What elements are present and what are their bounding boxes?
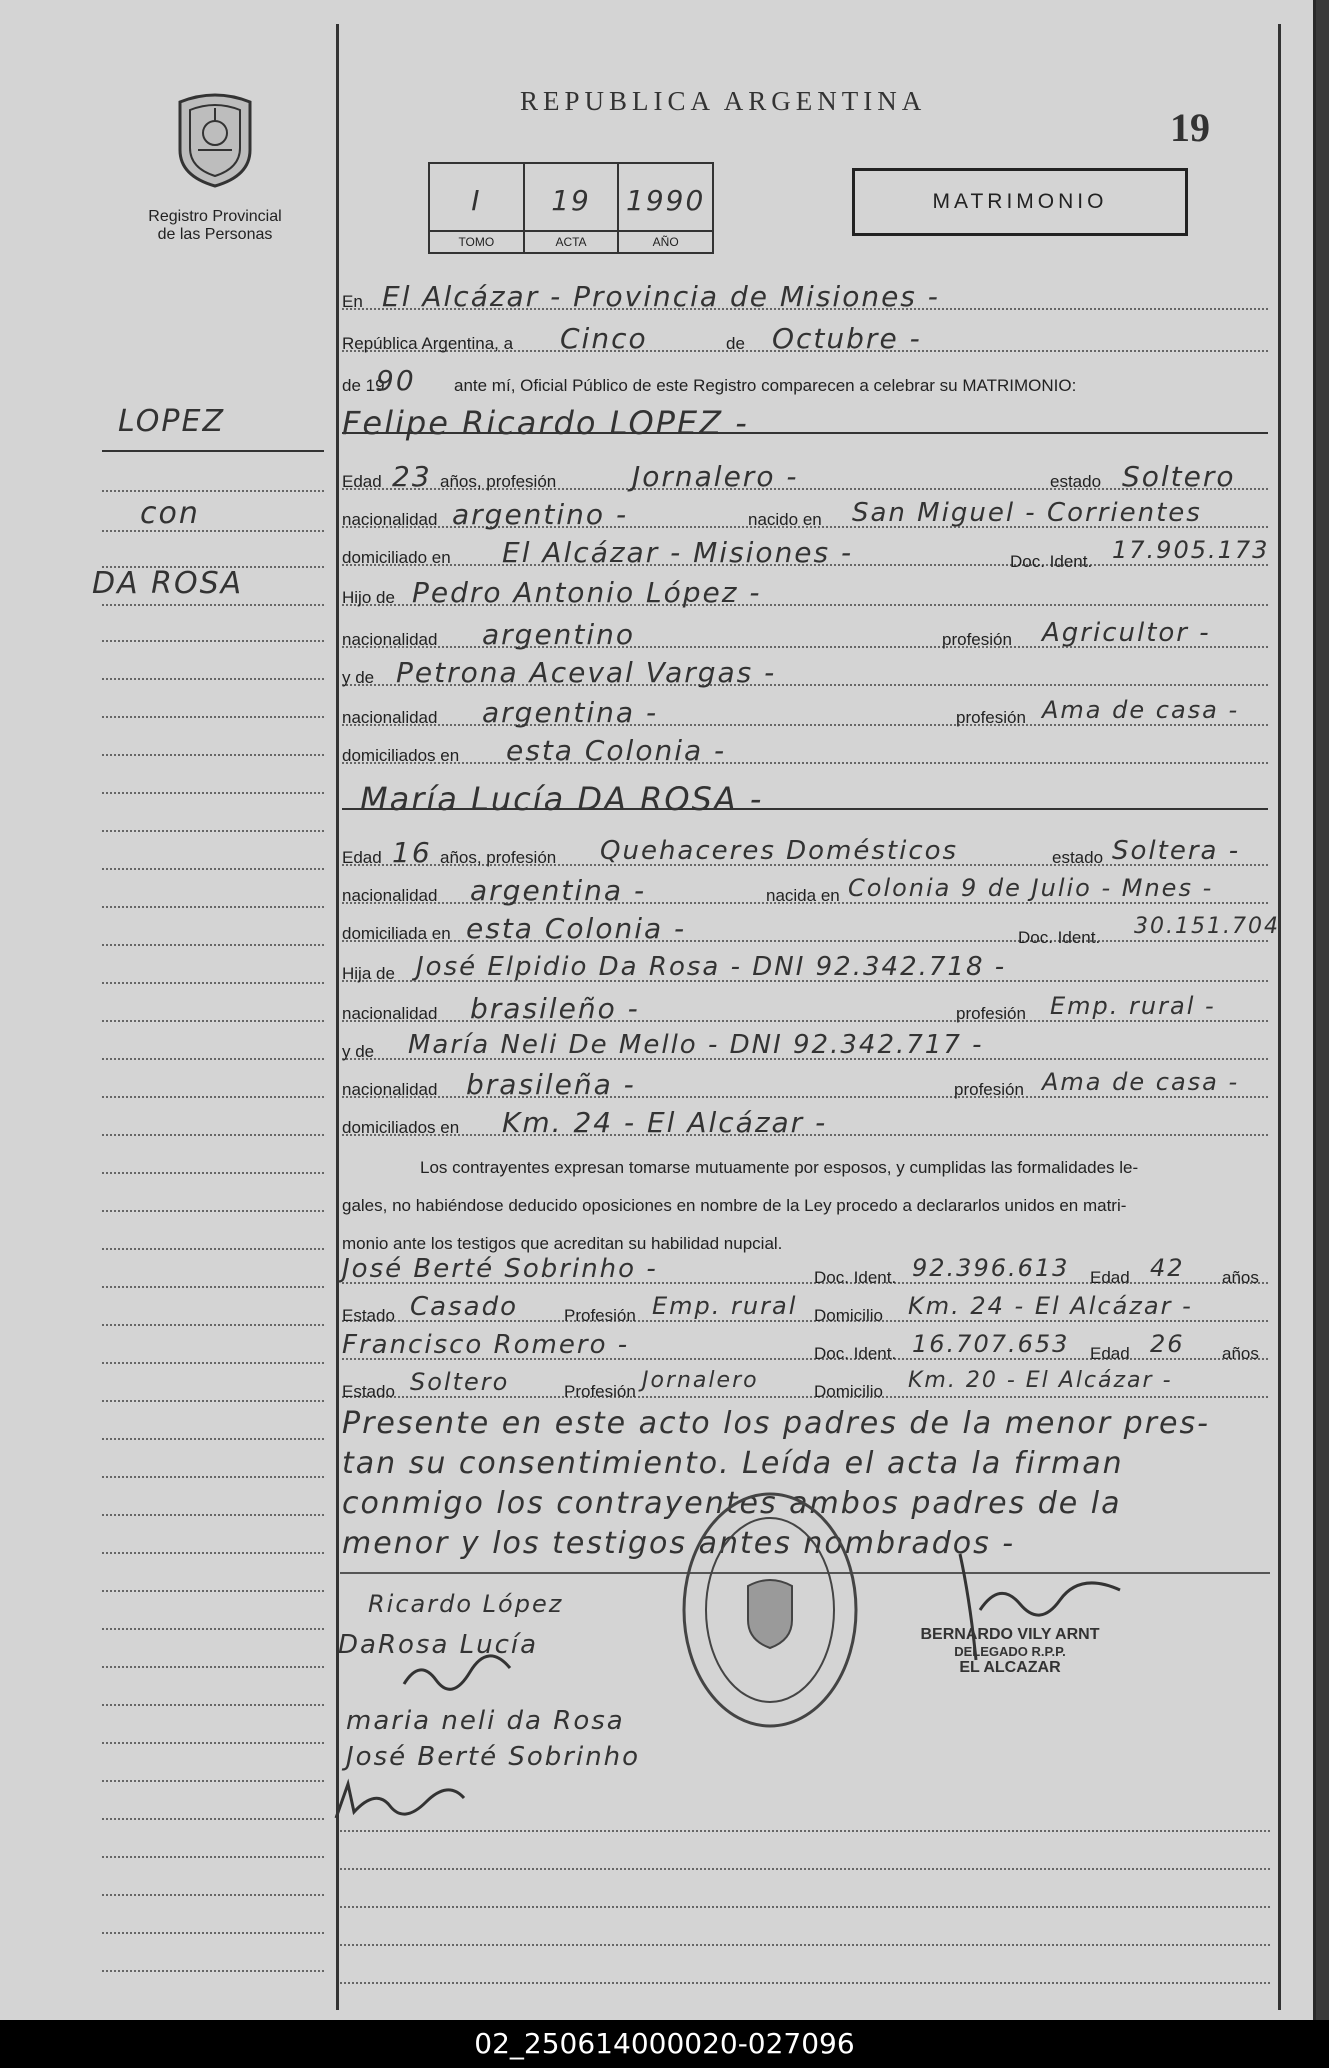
bride-name-row xyxy=(342,780,1268,816)
bride-domicile-row xyxy=(342,912,1280,948)
signature-bride: DaRosa Lucía xyxy=(338,1630,539,1660)
de-label: de xyxy=(726,334,745,353)
y-de-label: y de xyxy=(342,1042,375,1061)
witness-2-profession: Jornalero xyxy=(642,1368,759,1393)
sidebar-groom-surname: LOPEZ xyxy=(118,404,226,439)
sidebar-ruled-line xyxy=(102,944,324,946)
doc-label: Doc. Ident. xyxy=(1010,552,1093,571)
sidebar-ruled-line xyxy=(102,1818,324,1820)
bride-domicile: esta Colonia - xyxy=(466,912,687,945)
sidebar-ruled-line xyxy=(102,1286,324,1288)
bride-age-row xyxy=(342,836,1268,872)
witness-estado-label: Estado xyxy=(342,1382,395,1401)
sidebar-ruled-line xyxy=(102,1172,324,1174)
witness-edad-label: Edad xyxy=(1090,1344,1130,1363)
sidebar-ruled-line xyxy=(102,1248,324,1250)
signature-witness-1: José Berté Sobrinho xyxy=(346,1742,641,1772)
registry-name: Registro Provincial de las Personas xyxy=(148,208,282,243)
nacido-label: nacido en xyxy=(748,510,822,529)
republic-label: República Argentina, a xyxy=(342,334,514,353)
ruled-line xyxy=(340,1982,1270,1984)
official-place: EL ALCAZAR xyxy=(959,1659,1061,1676)
groom-mother-nationality-row xyxy=(342,696,1268,732)
groom-parents-domicile: esta Colonia - xyxy=(506,734,727,767)
sidebar-ruled-line xyxy=(102,678,324,680)
anio-label: AÑO xyxy=(619,230,712,252)
groom-father-name: Pedro Antonio López - xyxy=(412,576,762,609)
sidebar-ruled-line xyxy=(102,1134,324,1136)
edad-label: Edad xyxy=(342,472,382,491)
ruled-line xyxy=(340,1906,1270,1908)
act-place: El Alcázar - Provincia de Misiones - xyxy=(382,280,940,313)
witness-1-row xyxy=(342,1254,1268,1290)
anio-value: 1990 xyxy=(626,184,706,217)
domiciliados-label: domiciliados en xyxy=(342,1118,460,1137)
sidebar-ruled-line xyxy=(102,1894,324,1896)
witness-1-age: 42 xyxy=(1150,1254,1185,1282)
bride-father-nationality-row xyxy=(342,992,1268,1028)
nacionalidad-label: nacionalidad xyxy=(342,1080,438,1099)
notes-line-4: menor y los testigos antes nombrados - xyxy=(342,1526,1016,1561)
groom-full-name: Felipe Ricardo LOPEZ - xyxy=(342,404,749,442)
witness-profesion-label: Profesión xyxy=(564,1382,636,1401)
sidebar-ruled-line xyxy=(102,1476,324,1478)
domiciliados-label: domiciliados en xyxy=(342,746,460,765)
bride-full-name: María Lucía DA ROSA - xyxy=(360,780,764,818)
official-role: DELEGADO R.P.P. xyxy=(954,1644,1066,1659)
tomo-acta-anio-box xyxy=(428,162,714,254)
sidebar-ruled-line xyxy=(102,1400,324,1402)
sidebar-ruled-line xyxy=(102,1514,324,1516)
country-title: REPUBLICA ARGENTINA xyxy=(520,86,927,116)
hijo-label: Hijo de xyxy=(342,588,395,607)
sidebar-line xyxy=(102,450,324,452)
act-month: Octubre - xyxy=(772,322,922,355)
sidebar-ruled-line xyxy=(102,1438,324,1440)
groom-parents-domicile-row xyxy=(342,734,1268,770)
groom-birthplace: San Miguel - Corrientes xyxy=(852,498,1202,528)
tomo-value: I xyxy=(471,184,482,217)
acta-cell xyxy=(525,164,620,252)
groom-mother-nationality: argentina - xyxy=(482,696,659,729)
groom-nationality-row xyxy=(342,498,1268,534)
groom-mother-row xyxy=(342,656,1268,692)
sidebar-ruled-line xyxy=(102,1704,324,1706)
official-stamp-text xyxy=(890,1626,1130,1677)
sidebar-ruled-line xyxy=(102,830,324,832)
sidebar-ruled-line xyxy=(102,1210,324,1212)
act-year-row xyxy=(342,364,1268,400)
anios-label: años xyxy=(1222,1344,1259,1363)
sidebar-ruled-line xyxy=(102,906,324,908)
sidebar-ruled-line xyxy=(102,1552,324,1554)
profesion-label: profesión xyxy=(954,1080,1024,1099)
doc-label: Doc. Ident. xyxy=(1018,928,1101,947)
ruled-line xyxy=(340,1868,1270,1870)
acta-label: ACTA xyxy=(525,230,618,252)
profesion-label: profesión xyxy=(956,708,1026,727)
page-number: 19 xyxy=(1170,105,1210,150)
groom-marital-status: Soltero xyxy=(1122,460,1236,493)
acta-value: 19 xyxy=(551,184,591,217)
official-name: BERNARDO VILY ARNT xyxy=(920,1626,1100,1643)
witness-2-status: Soltero xyxy=(410,1368,510,1396)
witness-1-status: Casado xyxy=(410,1292,518,1322)
groom-father-profession: Agricultor - xyxy=(1042,618,1211,648)
hija-label: Hija de xyxy=(342,964,395,983)
signature-bride-mother: maria neli da Rosa xyxy=(346,1706,625,1736)
declaration-line-2: gales, no habiéndose deducido oposiciones en nombre de la Ley procedo a declararlos unidos en matri- xyxy=(342,1196,1127,1215)
intro-text: ante mí, Oficial Público de este Registro comparecen a celebrar su MATRIMONIO: xyxy=(454,376,1077,395)
groom-age-row xyxy=(342,460,1268,496)
doc-label: Doc. Ident. xyxy=(814,1344,897,1363)
coat-of-arms-icon xyxy=(172,88,258,188)
ruled-line xyxy=(340,1830,1270,1832)
profesion-label: profesión xyxy=(956,1004,1026,1023)
bride-marital-status: Soltera - xyxy=(1112,836,1241,866)
bride-mother-nationality: brasileña - xyxy=(466,1068,636,1101)
declaration-line-1: Los contrayentes expresan tomarse mutuamente por esposos, y cumplidas las formalidades le- xyxy=(420,1158,1139,1177)
sidebar-ruled-line xyxy=(102,1970,324,1972)
witness-1-name: José Berté Sobrinho - xyxy=(342,1254,658,1284)
bride-father-name: José Elpidio Da Rosa - DNI 92.342.718 - xyxy=(416,952,1007,982)
sidebar-line xyxy=(102,490,324,492)
witness-2-details-row xyxy=(342,1368,1268,1404)
estado-label: estado xyxy=(1050,472,1102,491)
nacida-label: nacida en xyxy=(766,886,840,905)
profesion-label: profesión xyxy=(942,630,1012,649)
witness-1-profession: Emp. rural xyxy=(652,1292,798,1320)
act-place-row xyxy=(342,280,1268,316)
notes-line-1: Presente en este acto los padres de la menor pres- xyxy=(342,1406,1210,1441)
groom-doc-number: 17.905.173 xyxy=(1112,536,1270,564)
witness-profesion-label: Profesión xyxy=(564,1306,636,1325)
sidebar-ruled-line xyxy=(102,1058,324,1060)
nacionalidad-label: nacionalidad xyxy=(342,630,438,649)
witness-domicilio-label: Domicilio xyxy=(814,1382,883,1401)
registry-seal-icon xyxy=(680,1490,860,1730)
groom-domicile: El Alcázar - Misiones - xyxy=(502,536,854,569)
bride-mother-row xyxy=(342,1030,1268,1066)
witness-2-domicile: Km. 20 - El Alcázar - xyxy=(908,1368,1173,1393)
groom-mother-profession: Ama de casa - xyxy=(1042,696,1240,724)
sidebar-ruled-line xyxy=(102,982,324,984)
en-label: En xyxy=(342,292,363,311)
domiciliado-label: domiciliado en xyxy=(342,548,451,567)
nacionalidad-label: nacionalidad xyxy=(342,886,438,905)
signature-scribble-icon xyxy=(400,1654,520,1694)
nacionalidad-label: nacionalidad xyxy=(342,510,438,529)
notes-line-3: conmigo los contrayentes ambos padres de la xyxy=(342,1486,1122,1521)
groom-father-nationality-row xyxy=(342,618,1268,654)
sidebar-ruled-line xyxy=(102,1020,324,1022)
declaration-line-3: monio ante los testigos que acreditan su habilidad nupcial. xyxy=(342,1234,783,1253)
bride-parents-domicile-row xyxy=(342,1106,1268,1142)
signature-witness-2-icon xyxy=(330,1778,470,1824)
domiciliada-label: domiciliada en xyxy=(342,924,451,943)
sidebar-ruled-line xyxy=(102,1628,324,1630)
sidebar-ruled-line xyxy=(102,640,324,642)
right-border xyxy=(1278,24,1281,2010)
signature-groom: Ricardo López xyxy=(368,1590,564,1618)
groom-name-row xyxy=(342,404,1268,440)
groom-profession: Jornalero - xyxy=(632,460,799,493)
ruled-line xyxy=(340,1944,1270,1946)
anios-profesion-label: años, profesión xyxy=(440,848,557,867)
witness-1-domicile: Km. 24 - El Alcázar - xyxy=(908,1292,1193,1320)
sidebar-ruled-line xyxy=(102,1362,324,1364)
bride-profession: Quehaceres Domésticos xyxy=(600,836,959,866)
estado-label: estado xyxy=(1052,848,1104,867)
sidebar-ruled-line xyxy=(102,1856,324,1858)
document-id-footer: 02_250614000020-027096 xyxy=(0,2020,1329,2068)
notes-line-2: tan su consentimiento. Leída el acta la firman xyxy=(342,1446,1124,1481)
witness-2-doc: 16.707.653 xyxy=(912,1330,1070,1358)
witness-2-name: Francisco Romero - xyxy=(342,1330,630,1360)
tomo-cell xyxy=(430,164,525,252)
tomo-label: TOMO xyxy=(430,230,523,252)
bride-mother-name: María Neli De Mello - DNI 92.342.717 - xyxy=(408,1030,984,1060)
year-suffix: 90 xyxy=(376,364,416,397)
bride-mother-nationality-row xyxy=(342,1068,1268,1104)
bride-father-profession: Emp. rural - xyxy=(1050,992,1216,1020)
sidebar-ruled-line xyxy=(102,754,324,756)
bride-nationality: argentina - xyxy=(470,874,647,907)
nacionalidad-label: nacionalidad xyxy=(342,708,438,727)
groom-mother-name: Petrona Aceval Vargas - xyxy=(396,656,777,689)
record-type-box: MATRIMONIO xyxy=(852,168,1188,236)
anios-label: años xyxy=(1222,1268,1259,1287)
witness-2-age: 26 xyxy=(1150,1330,1185,1358)
sidebar-line xyxy=(102,530,324,532)
edad-label: Edad xyxy=(342,848,382,867)
act-date-row xyxy=(342,322,1268,358)
bride-mother-profession: Ama de casa - xyxy=(1042,1068,1240,1096)
bride-age: 16 xyxy=(392,836,432,869)
sidebar-ruled-line xyxy=(102,1742,324,1744)
doc-label: Doc. Ident. xyxy=(814,1268,897,1287)
witness-estado-label: Estado xyxy=(342,1306,395,1325)
sidebar-ruled-line xyxy=(102,1324,324,1326)
margin-divider xyxy=(336,24,339,2010)
bride-nationality-row xyxy=(342,874,1268,910)
groom-age: 23 xyxy=(392,460,432,493)
bride-father-row xyxy=(342,952,1268,988)
groom-father-nationality: argentino xyxy=(482,618,636,651)
groom-father-row xyxy=(342,576,1268,612)
witness-domicilio-label: Domicilio xyxy=(814,1306,883,1325)
witness-2-row xyxy=(342,1330,1268,1366)
sidebar-connector: con xyxy=(140,496,200,531)
witness-edad-label: Edad xyxy=(1090,1268,1130,1287)
groom-domicile-row xyxy=(342,536,1268,572)
sidebar-ruled-line xyxy=(102,1932,324,1934)
sidebar-ruled-line xyxy=(102,868,324,870)
act-day: Cinco xyxy=(560,322,648,355)
bride-doc-number: 30.151.704 xyxy=(1134,914,1280,939)
anio-cell xyxy=(619,164,712,252)
witness-1-doc: 92.396.613 xyxy=(912,1254,1070,1282)
sidebar-ruled-line xyxy=(102,716,324,718)
anios-profesion-label: años, profesión xyxy=(440,472,557,491)
sidebar-line xyxy=(102,566,324,568)
sidebar-ruled-line xyxy=(102,1780,324,1782)
bride-birthplace: Colonia 9 de Julio - Mnes - xyxy=(848,874,1214,902)
groom-nationality: argentino - xyxy=(452,498,629,531)
sidebar-ruled-line xyxy=(102,1590,324,1592)
sidebar-bride-surname: DA ROSA xyxy=(92,566,244,601)
sidebar-line xyxy=(102,604,324,606)
nacionalidad-label: nacionalidad xyxy=(342,1004,438,1023)
year-prefix: de 19 xyxy=(342,376,385,395)
bride-parents-domicile: Km. 24 - El Alcázar - xyxy=(502,1106,828,1139)
witness-1-details-row xyxy=(342,1292,1268,1328)
y-de-label: y de xyxy=(342,668,375,687)
bride-father-nationality: brasileño - xyxy=(470,992,640,1025)
sidebar-ruled-line xyxy=(102,1096,324,1098)
sidebar-ruled-line xyxy=(102,792,324,794)
sidebar-ruled-line xyxy=(102,1666,324,1668)
